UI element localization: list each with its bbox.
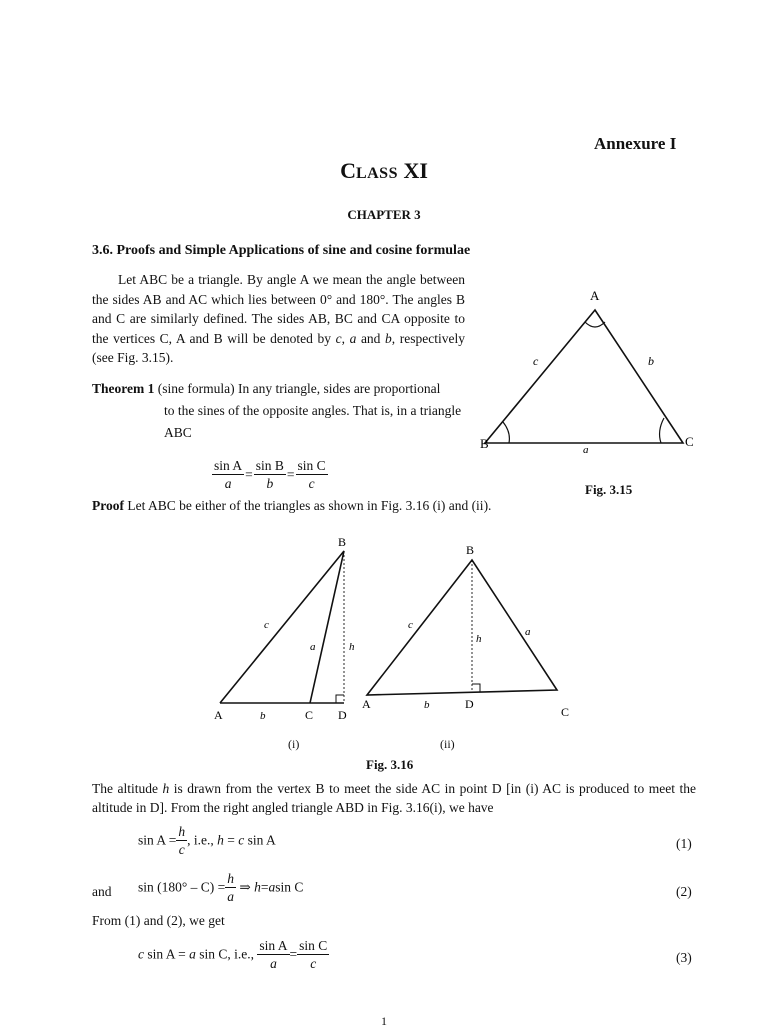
fig315-caption: Fig. 3.15 [585, 482, 633, 497]
equation-1: sin A = $\frac{h}{c}$ , i.e., h = c sin A [138, 824, 276, 857]
equation-2-and: and [92, 884, 112, 899]
fig315-side-c: c [533, 354, 539, 368]
fig316i-C: C [305, 708, 314, 722]
fig315-vertex-C: C [685, 434, 694, 449]
from-text: From (1) and (2), we get [92, 913, 225, 928]
fig316-caption: Fig. 3.16 [366, 757, 414, 772]
fig316i-b: b [260, 710, 266, 722]
fig316ii-D: D [465, 697, 474, 711]
equation-2: sin (180° – C) = $\frac{h}{a}$ ⇒ h=asin C [138, 871, 304, 904]
theorem-label: Theorem 1 [92, 381, 155, 396]
equation-1-number: (1) [676, 836, 692, 851]
sine-formula: $\frac{\text{sin A}}{a}$ = $\frac{\text{sin B}}{b}$ = $\frac{\text{sin C}}{c}$ [214, 458, 326, 491]
fig315-vertex-A: A [590, 288, 600, 303]
fig316-sub-ii: (ii) [440, 737, 455, 751]
fig316ii-B: B [466, 543, 475, 557]
fig316ii-A: A [362, 697, 371, 711]
figure-3-16 [200, 530, 600, 730]
fig316ii-a: a [525, 626, 531, 638]
fig316ii-h: h [476, 633, 482, 645]
chapter-heading: CHAPTER 3 [347, 207, 421, 222]
class-title: CLASS XI [340, 158, 428, 183]
fig316i-h: h [349, 641, 355, 653]
fig316i-A: A [214, 708, 223, 722]
proof-label: Proof [92, 498, 124, 513]
figure-3-15 [470, 285, 710, 465]
equation-3: c sin A = a sin C, i.e., $\frac{\text{sin A}}{a}$ = $\frac{\text{sin C}}{c}$ [138, 938, 328, 971]
fig315-side-a: a [583, 444, 589, 456]
section-heading: 3.6. Proofs and Simple Applications of sine and cosine formulae [92, 243, 471, 258]
equation-3-number: (3) [676, 950, 692, 965]
proof-line: Proof Let ABC be either of the triangles as shown in Fig. 3.16 (i) and (ii). [92, 498, 492, 513]
fig316-sub-i: (i) [288, 737, 300, 751]
equation-2-number: (2) [676, 884, 692, 899]
fig316i-B: B [338, 535, 347, 549]
fig316ii-b: b [424, 699, 430, 711]
annexure-heading: Annexure I [594, 134, 677, 153]
fig316i-a: a [310, 641, 316, 653]
intro-paragraph: Let ABC be a triangle. By angle A we mean the angle between the sides AB and AC which lies between 0° and 180°. The angles B and C are similarly defined. The sides AB, BC and CA opposite to the vertices C, A and B will be denoted by c, a and b, respectively (see Fig. 3.15). [92, 272, 465, 365]
page-number: 1 [381, 1014, 387, 1028]
fig316i-c: c [264, 619, 269, 631]
fig316ii-c: c [408, 619, 413, 631]
fig316i-D: D [338, 708, 347, 722]
fig316ii-C: C [561, 705, 570, 719]
fig315-side-b: b [648, 354, 654, 368]
fig315-vertex-B: B [480, 436, 489, 451]
altitude-paragraph: The altitude h is drawn from the vertex B to meet the side AC in point D [in (i) AC is produced to meet the altitude in D]. From the right angled triangle ABD in Fig. 3.16(i), we have [92, 781, 697, 815]
theorem-1: Theorem 1 (sine formula) In any triangle, sides are proportional to the sines of the opposite angles. That is, in a triangle ABC [92, 381, 462, 440]
